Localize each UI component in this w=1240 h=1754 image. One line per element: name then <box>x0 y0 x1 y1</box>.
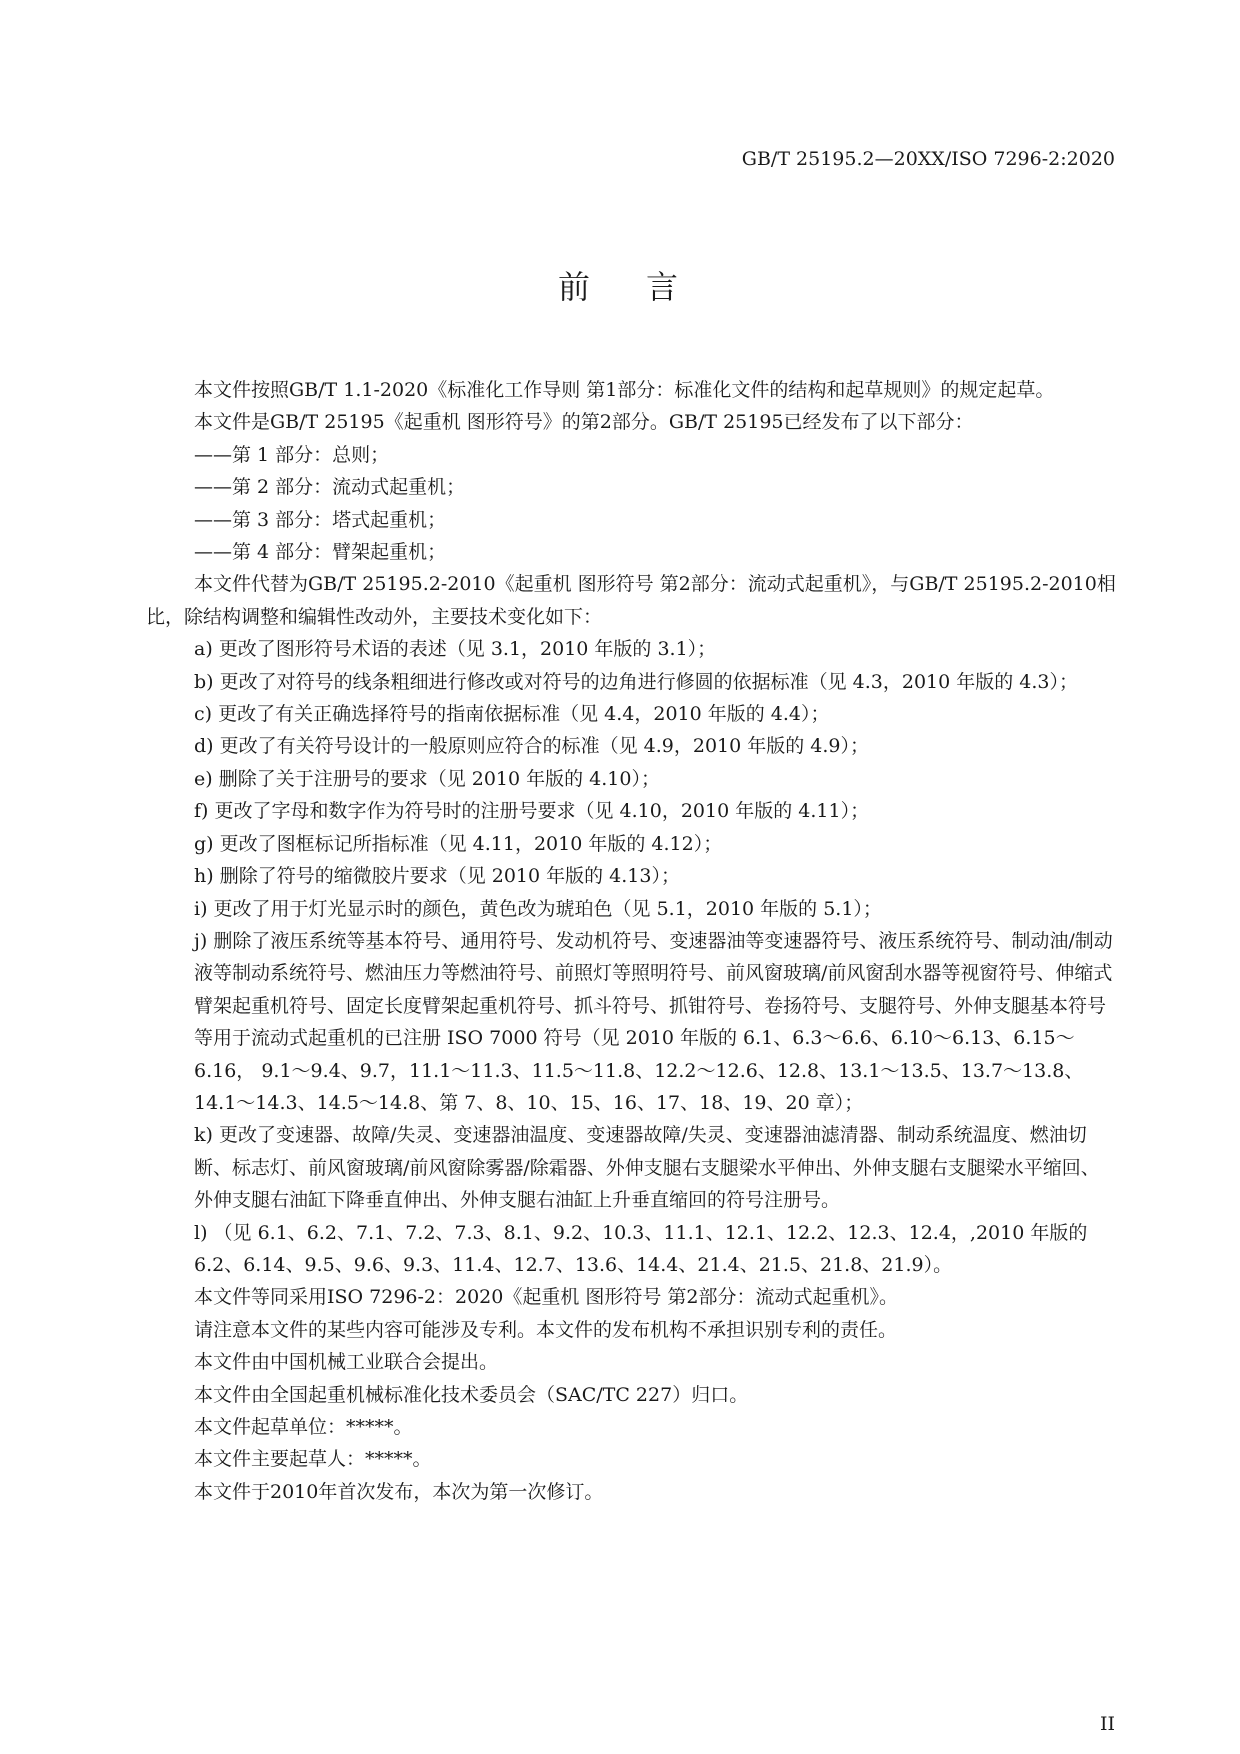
change-item-l: l) （见 6.1、6.2、7.1、7.2、7.3、8.1、9.2、10.3、11.1、12.1、12.2、12.3、12.4，,2010 年版的 6.2、6.14、9.5、9.6、9.3、11.4、12.7、13.6、14.4、21.4、21.5、21.8、21.9）。 <box>194 1221 1088 1276</box>
paragraph-iso-adoption: 本文件等同采用ISO 7296-2：2020《起重机 图形符号 第2部分：流动式起重机》。 <box>194 1286 899 1309</box>
change-item-f: f) 更改了字母和数字作为符号时的注册号要求（见 4.10，2010 年版的 4.11）； <box>194 800 870 823</box>
page-title <box>0 262 1240 308</box>
change-item-k: k) 更改了变速器、故障/失灵、变速器油温度、变速器故障/失灵、变速器油滤清器、制动系统温度、燃油切断、标志灯、前风窗玻璃/前风窗除雾器/除霜器、外伸支腿右支腿梁水平伸出、外伸支腿右支腿梁水平缩回、外伸支腿右油缸下降垂直伸出、外伸支腿右油缸上升垂直缩回的符号注册号。 <box>194 1124 1100 1212</box>
change-item-j: j) 删除了液压系统等基本符号、通用符号、发动机符号、变速器油等变速器符号、液压系统符号、制动油/制动液等制动系统符号、燃油压力等燃油符号、前照灯等照明符号、前风窗玻璃/前风窗刮水器等视窗符号、伸缩式臂架起重机符号、固定长度臂架起重机符号、抓斗符号、抓钳符号、卷扬符号、支腿符号、外伸支腿基本符号等用于流动式起重机的已注册 ISO 7000 符号（见 2010 年版的 6.1、6.3～6.6、6.10～6.13、6.15～6.16， 9.1～9.4、9.7，11.1～11.3、11.5～11.8、12.2～12.6、12.8、13.1～13.5、13.7～13.8、14.1～14.3、14.5～14.8、第 7、8、10、15、16、17、18、19、20 章）； <box>194 929 1113 1114</box>
page-number: II <box>1099 1713 1115 1735</box>
list-item-part-4: ——第 4 部分：臂架起重机； <box>194 541 447 564</box>
foreword-body <box>146 374 1116 1508</box>
paragraph-history: 本文件于2010年首次发布，本次为第一次修订。 <box>194 1480 604 1503</box>
change-item-e: e) 删除了关于注册号的要求（见 2010 年版的 4.10）； <box>194 767 660 790</box>
paragraph-drafting-rules: 本文件按照GB/T 1.1-2020《标准化工作导则 第1部分：标准化文件的结构和起草规则》的规定起草。 <box>194 379 1055 401</box>
paragraph-committee: 本文件由全国起重机械标准化技术委员会（SAC/TC 227）归口。 <box>194 1383 749 1406</box>
change-item-a: a) 更改了图形符号术语的表述（见 3.1，2010 年版的 3.1）； <box>194 638 717 661</box>
title-char-1: 前 <box>557 268 594 306</box>
paragraph-drafting-unit: 本文件起草单位：*****。 <box>194 1416 413 1438</box>
change-item-d: d) 更改了有关符号设计的一般原则应符合的标准（见 4.9，2010 年版的 4.9）； <box>194 735 870 758</box>
paragraph-replacement: 本文件代替为GB/T 25195.2-2010《起重机 图形符号 第2部分：流动式起重机》，与GB/T 25195.2-2010相比，除结构调整和编辑性改动外，主要技术变化如下： <box>146 573 1116 628</box>
change-item-i: i) 更改了用于灯光显示时的颜色，黄色改为琥珀色（见 5.1，2010 年版的 5.1）； <box>194 897 882 920</box>
change-item-c: c) 更改了有关正确选择符号的指南依据标准（见 4.4，2010 年版的 4.4）； <box>194 703 830 726</box>
change-item-b: b) 更改了对符号的线条粗细进行修改或对符号的边角进行修圆的依据标准（见 4.3，2010 年版的 4.3）； <box>194 670 1079 693</box>
document-code: GB/T 25195.2—20XX/ISO 7296-2:2020 <box>741 148 1115 170</box>
paragraph-proposer: 本文件由中国机械工业联合会提出。 <box>194 1351 499 1374</box>
title-char-2: 言 <box>646 268 683 306</box>
change-item-g: g) 更改了图框标记所指标准（见 4.11，2010 年版的 4.12）； <box>194 832 723 855</box>
paragraph-series-intro: 本文件是GB/T 25195《起重机 图形符号》的第2部分。GB/T 25195已经发布了以下部分： <box>194 411 974 434</box>
list-item-part-1: ——第 1 部分：总则； <box>194 443 390 466</box>
paragraph-patent-notice: 请注意本文件的某些内容可能涉及专利。本文件的发布机构不承担识别专利的责任。 <box>194 1318 898 1341</box>
list-item-part-3: ——第 3 部分：塔式起重机； <box>194 508 447 531</box>
paragraph-drafters: 本文件主要起草人：*****。 <box>194 1448 432 1471</box>
change-item-h: h) 删除了符号的缩微胶片要求（见 2010 年版的 4.13）； <box>194 865 680 888</box>
list-item-part-2: ——第 2 部分：流动式起重机； <box>194 476 466 499</box>
